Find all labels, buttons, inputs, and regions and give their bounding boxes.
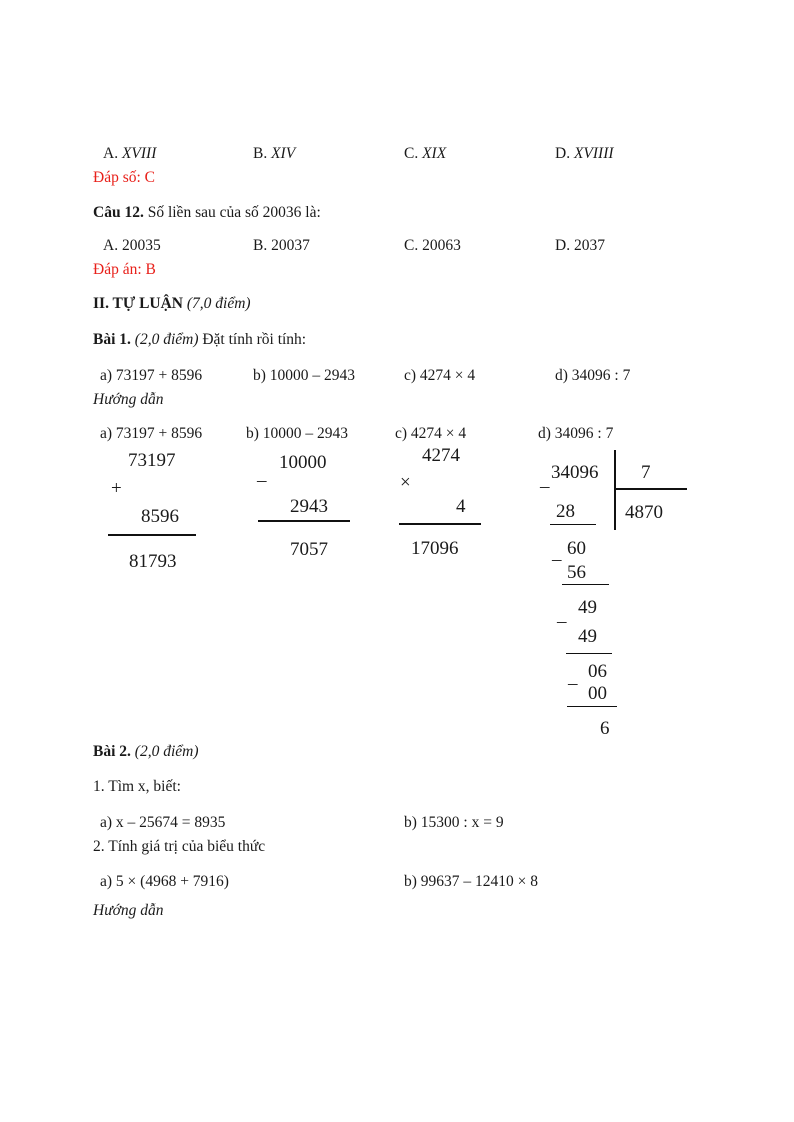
calc-d-divider-horizontal — [614, 488, 687, 490]
q12-question: Câu 12. Số liền sau của số 20036 là: — [93, 204, 321, 221]
calc-d-minus-4: – — [568, 673, 578, 694]
bai2-heading: Bài 2. (2,0 điểm) — [93, 743, 199, 760]
q12-option-b: B. 20037 — [253, 237, 310, 254]
calc-b-top: 10000 — [279, 452, 327, 473]
q11-answer: Đáp số: C — [93, 169, 155, 186]
calc-d-minus-2: – — [552, 549, 562, 570]
calc-d-step-60: 60 — [567, 538, 586, 559]
calc-d-line-3 — [566, 653, 612, 654]
calc-d-step-28: 28 — [556, 501, 575, 522]
calc-b-label: b) 10000 – 2943 — [246, 425, 349, 442]
q12-answer: Đáp án: B — [93, 261, 156, 278]
calc-d-label: d) 34096 : 7 — [538, 425, 614, 442]
calc-d-minus-1: – — [540, 476, 550, 497]
calc-c-result: 17096 — [411, 538, 459, 559]
bai1-task-a: a) 73197 + 8596 — [100, 367, 203, 384]
calc-c-line — [399, 523, 481, 525]
bai1-task-d: d) 34096 : 7 — [555, 367, 631, 384]
q12-option-a: A. 20035 — [103, 237, 161, 254]
calc-d-remainder: 6 — [600, 718, 610, 739]
bai2-part2: 2. Tính giá trị của biểu thức — [93, 838, 266, 855]
calc-d-minus-3: – — [557, 611, 567, 632]
calc-a-result: 81793 — [129, 551, 177, 572]
calc-c-bottom: 4 — [456, 496, 466, 517]
bai2-part1-task-b: b) 15300 : x = 9 — [404, 814, 504, 831]
calc-a-op: + — [111, 478, 122, 499]
calc-a-label: a) 73197 + 8596 — [100, 425, 203, 442]
q12-option-d: D. 2037 — [555, 237, 605, 254]
q11-option-b: B. XIV — [253, 145, 296, 162]
q11-option-a: A. XVIII — [103, 145, 157, 162]
calc-a-line — [108, 534, 196, 536]
calc-b-line — [258, 520, 350, 522]
q11-option-c: C. XIX — [404, 145, 447, 162]
calc-d-dividend: 34096 — [551, 462, 599, 483]
calc-d-line-1 — [550, 524, 596, 525]
calc-d-quotient: 4870 — [625, 502, 663, 523]
bai2-part1-task-a: a) x – 25674 = 8935 — [100, 814, 226, 831]
bai1-guide-label: Hướng dẫn — [93, 391, 164, 408]
calc-d-divider-vertical — [614, 450, 616, 530]
bai1-task-c: c) 4274 × 4 — [404, 367, 476, 384]
bai1-task-b: b) 10000 – 2943 — [253, 367, 356, 384]
calc-d-line-4 — [567, 706, 617, 707]
bai1-heading: Bài 1. (2,0 điểm) Đặt tính rồi tính: — [93, 331, 307, 348]
calc-a-bottom: 8596 — [141, 506, 179, 527]
calc-d-step-56: 56 — [567, 562, 586, 583]
bai2-guide-label: Hướng dẫn — [93, 902, 164, 919]
bai2-part2-task-a: a) 5 × (4968 + 7916) — [100, 873, 229, 890]
calc-b-bottom: 2943 — [290, 496, 328, 517]
calc-c-top: 4274 — [422, 445, 460, 466]
calc-b-op: – — [257, 470, 267, 491]
section-heading: II. TỰ LUẬN (7,0 điểm) — [93, 295, 251, 312]
q12-option-c: C. 20063 — [404, 237, 461, 254]
calc-b-result: 7057 — [290, 539, 328, 560]
calc-d-line-2 — [562, 584, 609, 585]
calc-a-top: 73197 — [128, 450, 176, 471]
bai2-part2-task-b: b) 99637 – 12410 × 8 — [404, 873, 539, 890]
calc-d-step-00: 00 — [588, 683, 607, 704]
calc-c-op: × — [400, 472, 411, 493]
calc-d-step-49b: 49 — [578, 626, 597, 647]
calc-d-step-49a: 49 — [578, 597, 597, 618]
calc-d-divisor: 7 — [641, 462, 651, 483]
bai2-part1: 1. Tìm x, biết: — [93, 778, 181, 795]
calc-c-label: c) 4274 × 4 — [395, 425, 467, 442]
q11-option-d: D. XVIIII — [555, 145, 614, 162]
calc-d-step-06: 06 — [588, 661, 607, 682]
